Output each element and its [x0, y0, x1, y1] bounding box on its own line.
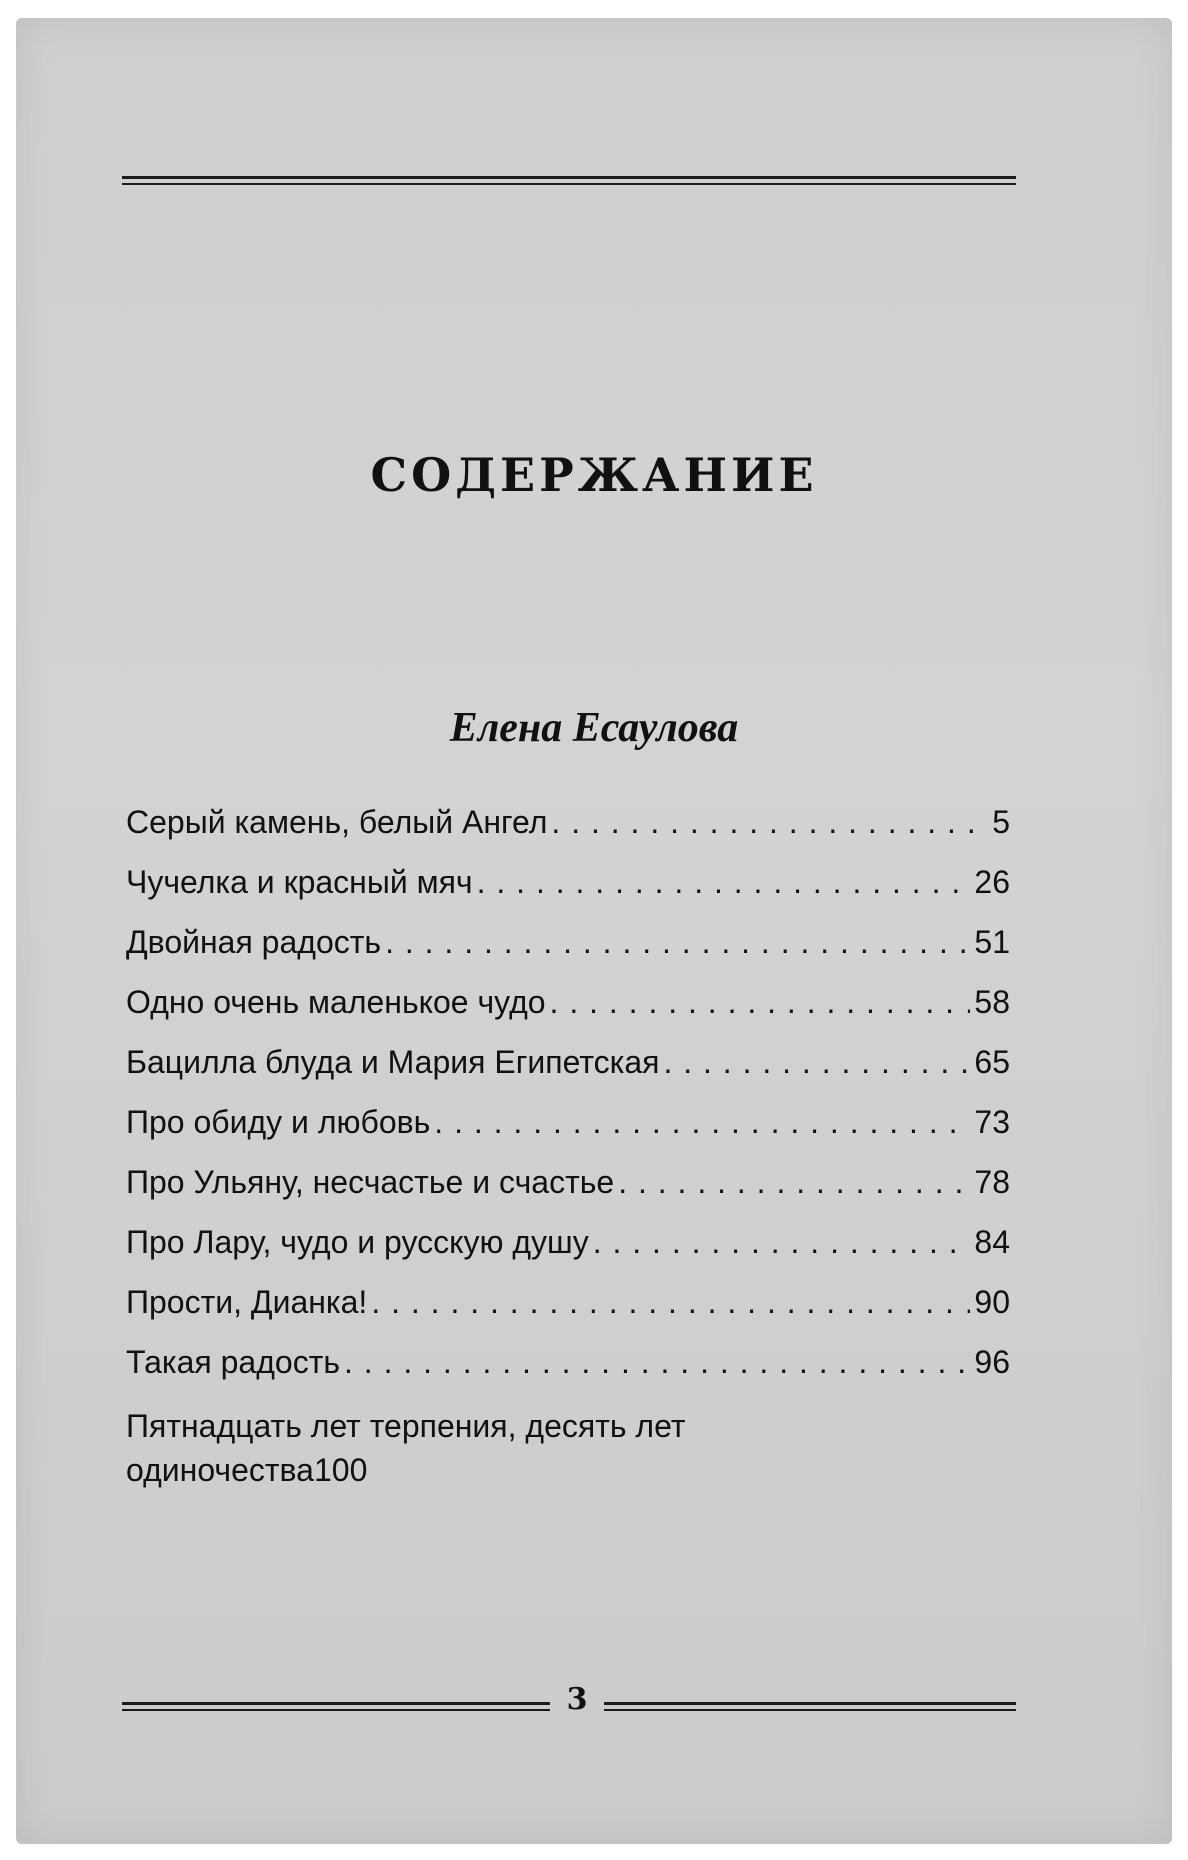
- toc-entry-title: Бацилла блуда и Мария Египетская: [126, 1044, 660, 1080]
- toc-entry-page: 84: [974, 1224, 1010, 1260]
- toc-entry-title-line2: одиночества: [126, 1452, 314, 1488]
- toc-leader-dots: [434, 1104, 970, 1141]
- toc-entry-page: 90: [974, 1284, 1010, 1320]
- toc-entry: [126, 984, 1010, 1024]
- toc-entry-multiline: [126, 1408, 1010, 1489]
- toc-entry-page: 51: [974, 924, 1010, 960]
- toc-entry-page: 100: [313, 1452, 368, 1488]
- toc-entry-title: Двойная радость: [126, 924, 382, 960]
- toc-entry-title: Такая радость: [126, 1344, 341, 1380]
- toc-entry-title: Чучелка и красный мяч: [126, 864, 473, 900]
- toc-entry-page: 96: [974, 1344, 1010, 1380]
- toc-entry-page: 58: [974, 984, 1010, 1020]
- bottom-rule-right: [604, 1702, 1016, 1711]
- contents-heading: СОДЕРЖАНИЕ: [370, 448, 818, 502]
- toc-entry-page: 65: [974, 1044, 1010, 1080]
- toc-entry: [126, 1224, 1010, 1264]
- top-double-rule: [122, 176, 1016, 185]
- toc-entry-page: 5: [992, 804, 1010, 840]
- toc-entry: [126, 1344, 1010, 1384]
- toc-entry: [126, 1164, 1010, 1204]
- toc-leader-dots: [550, 984, 971, 1021]
- toc-entry-title-line1: Пятнадцать лет терпения, десять лет: [126, 1408, 686, 1444]
- toc-entry-title: Серый камень, белый Ангел: [126, 804, 548, 840]
- toc-entry-title: Про Лару, чудо и русскую душу: [126, 1224, 589, 1260]
- toc-leader-dots: [551, 804, 988, 841]
- toc-entry-title: Прости, Дианка!: [126, 1284, 368, 1320]
- toc-leader-dots: [385, 924, 970, 961]
- book-page: [16, 18, 1172, 1844]
- toc-entry: [126, 1044, 1010, 1084]
- toc-entry: [126, 864, 1010, 904]
- toc-entry-page: 78: [974, 1164, 1010, 1200]
- toc-entry-page: 73: [974, 1104, 1010, 1140]
- toc-leader-dots: [593, 1224, 971, 1261]
- toc-entry-title: Про обиду и любовь: [126, 1104, 431, 1140]
- toc-entry: [126, 924, 1010, 964]
- bottom-rule-left: [122, 1702, 550, 1711]
- toc-entry-page: 26: [974, 864, 1010, 900]
- toc-entry: [126, 1284, 1010, 1324]
- toc-leader-dots: [371, 1284, 970, 1321]
- toc-entry: [126, 804, 1010, 844]
- author-name: Елена Есаулова: [449, 705, 739, 751]
- page-number: 3: [566, 1682, 588, 1717]
- toc-leader-dots: [618, 1164, 970, 1201]
- toc-entry-line2: [126, 1452, 1010, 1489]
- toc-leader-dots: [477, 864, 971, 901]
- toc-leader-dots: [663, 1044, 970, 1081]
- toc-leader-dots: [344, 1344, 970, 1381]
- toc-entry: [126, 1104, 1010, 1144]
- toc-entry-title: Одно очень маленькое чудо: [126, 984, 546, 1020]
- toc-entry-title: Про Ульяну, несчастье и счастье: [126, 1164, 615, 1200]
